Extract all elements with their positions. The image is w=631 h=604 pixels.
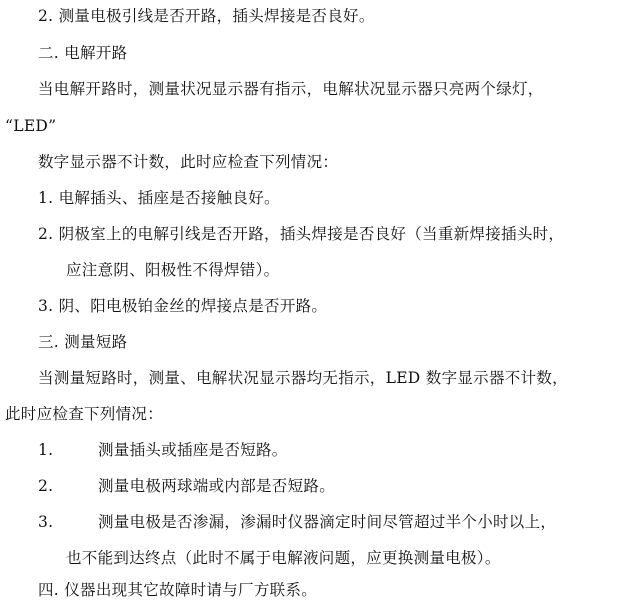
list-item: 3. 阴、阳电极铂金丝的焊接点是否开路。 [38, 297, 328, 315]
section-heading: 二. 电解开路 [38, 44, 128, 62]
text-line: 当测量短路时，测量、电解状况显示器均无指示，LED 数字显示器不计数， [38, 369, 568, 387]
list-number: 3. [38, 513, 54, 531]
text-line: 应注意阴、阳极性不得焊错）。 [66, 261, 280, 279]
list-number: 2. [38, 477, 54, 495]
text-line: 数字显示器不计数，此时应检查下列情况： [38, 153, 339, 171]
text-line: “LED” [5, 117, 57, 135]
text-line: 当电解开路时，测量状况显示器有指示，电解状况显示器只亮两个绿灯， [38, 80, 544, 98]
list-number: 1. [38, 441, 54, 459]
text-line: 也不能到达终点（此时不属于电解液问题，应更换测量电极）。 [66, 549, 501, 567]
list-item: 测量电极是否渗漏，渗漏时仪器滴定时间尽管超过半个小时以上， [98, 513, 557, 531]
text-line: 2. 测量电极引线是否开路，插头焊接是否良好。 [38, 7, 375, 25]
list-item: 2. 阴极室上的电解引线是否开路，插头焊接是否良好（当重新焊接插头时， [38, 225, 565, 243]
list-item: 测量插头或插座是否短路。 [98, 441, 288, 459]
section-heading: 四. 仪器出现其它故障时请与厂方联系。 [38, 581, 318, 599]
section-heading: 三. 测量短路 [38, 333, 128, 351]
list-item: 测量电极两球端或内部是否短路。 [98, 477, 336, 495]
text-line: 此时应检查下列情况： [5, 405, 164, 423]
list-item: 1. 电解插头、插座是否接触良好。 [38, 189, 280, 207]
